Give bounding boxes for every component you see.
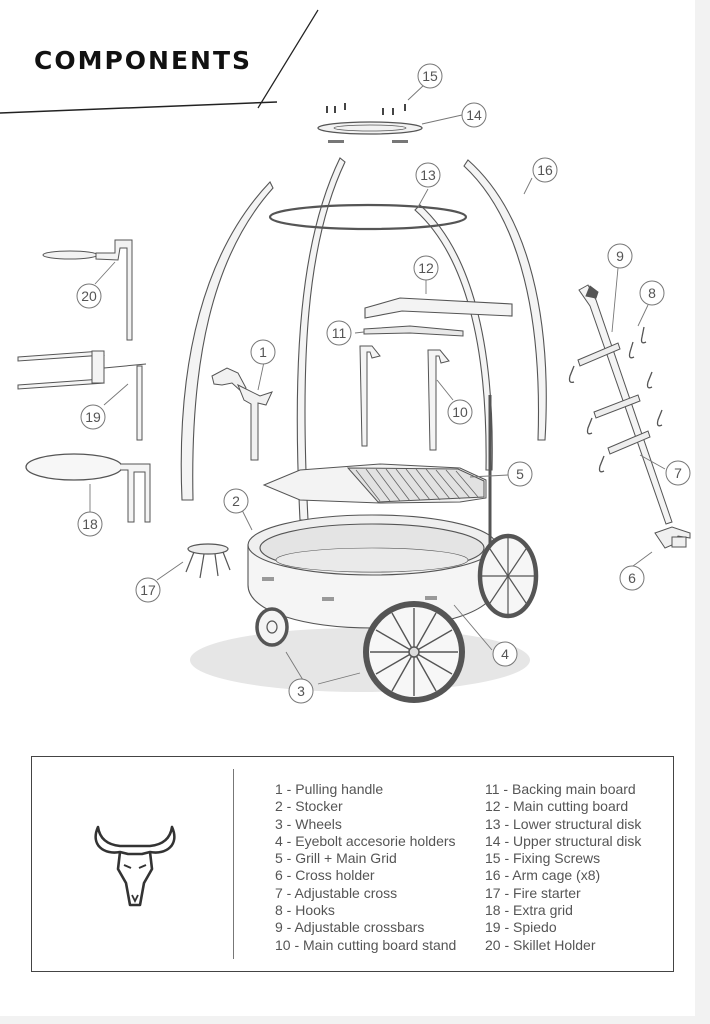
legend-item-3: 3 - Wheels [275, 815, 342, 832]
legend-item-16: 16 - Arm cage (x8) [485, 867, 601, 884]
part-17-fire-starter [186, 544, 230, 578]
callout-7: 7 [674, 465, 682, 481]
legend-item-11: 11 - Backing main board [485, 781, 636, 797]
callout-13: 13 [420, 167, 436, 183]
callout-11: 11 [331, 325, 347, 341]
part-5-grill [264, 464, 486, 503]
callout-4: 4 [501, 646, 509, 662]
legend-item-1: 1 - Pulling handle [275, 781, 384, 797]
callout-6: 6 [628, 570, 636, 586]
callout-12: 12 [418, 260, 434, 276]
legend-column-left [275, 781, 456, 954]
callout-19: 19 [85, 409, 101, 425]
part-10-board-stand [360, 346, 449, 450]
callout-1: 1 [259, 344, 267, 360]
legend-divider [233, 769, 234, 959]
callout-3: 3 [297, 683, 305, 699]
page-title: COMPONENTS [34, 46, 253, 75]
callout-14: 14 [466, 107, 482, 123]
legend-item-5: 5 - Grill + Main Grid [275, 850, 397, 867]
part-15-screws [326, 103, 406, 115]
legend-item-19: 19 - Spiedo [485, 919, 557, 936]
callout-16: 16 [537, 162, 553, 178]
legend-item-10: 10 - Main cutting board stand [275, 936, 457, 953]
callout-17: 17 [140, 582, 156, 598]
callout-18: 18 [82, 516, 98, 532]
callout-8: 8 [648, 285, 656, 301]
legend-item-4: 4 - Eyebolt accesorie holders [275, 832, 456, 849]
legend-item-20: 20 - Skillet Holder [485, 936, 596, 953]
components-legend [31, 756, 674, 972]
callout-20: 20 [81, 288, 97, 304]
legend-item-7: 7 - Adjustable cross [275, 884, 398, 901]
part-11-backing-board [364, 326, 463, 336]
legend-item-12: 12 - Main cutting board [485, 798, 629, 815]
part-13-lower-disk [270, 205, 466, 229]
callout-5: 5 [516, 466, 524, 482]
cart-shadow [190, 628, 530, 692]
legend-item-13: 13 - Lower structural disk [485, 815, 642, 832]
bull-skull-icon [90, 821, 180, 913]
part-12-cutting-board [365, 298, 512, 318]
legend-item-14: 14 - Upper structural disk [485, 832, 642, 849]
legend-item-2: 2 - Stocker [275, 798, 343, 815]
legend-item-9: 9 - Adjustable crossbars [275, 919, 425, 936]
legend-item-6: 6 - Cross holder [275, 867, 375, 884]
legend-item-17: 17 - Fire starter [485, 884, 581, 901]
legend-item-18: 18 - Extra grid [485, 902, 573, 919]
legend-item-15: 15 - Fixing Screws [485, 850, 601, 867]
callout-15: 15 [422, 68, 438, 84]
part-14-upper-disk [318, 122, 422, 143]
part-1-pulling-handle [212, 368, 272, 460]
callout-9: 9 [616, 248, 624, 264]
legend-column-right [485, 781, 641, 954]
title-decoration [0, 10, 318, 113]
callout-10: 10 [452, 404, 468, 420]
legend-item-8: 8 - Hooks [275, 902, 335, 919]
part-19-spiedo [18, 351, 146, 440]
callout-2: 2 [232, 493, 240, 509]
part-6-cross-holder [655, 527, 690, 548]
